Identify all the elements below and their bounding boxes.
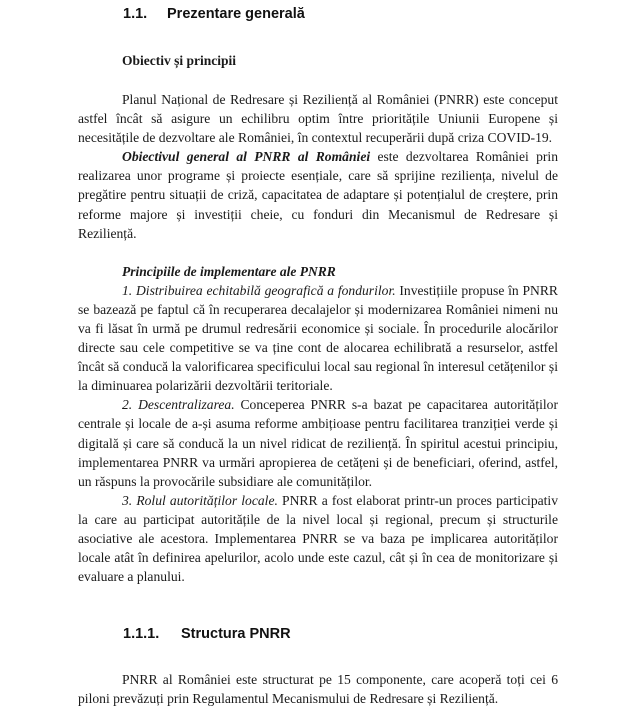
paragraph-general-objective-lead: Obiectivul general al PNRR al României	[122, 149, 371, 165]
paragraph-principle-2-rest: Conceperea PNRR s-a bazat pe capacitarea autorităților centrale și locale de a-și asuma reforme ambițioase pentru facilitarea tranziției verde și digitală și care să conducă la un nivel ridicat de reziliență. În spiritul acestui principiu, implementarea PNRR va urmări apropierea de cetățeni și de beneficiari, oferind, astfel, un răspuns la provocările subsidiare ale comunităților.	[78, 397, 558, 489]
paragraph-principle-1-rest: Investițiile propuse în PNRR se bazează pe faptul că în recuperarea decalajelor și modernizarea României nimeni nu va fi lăsat în urmă pe drumul redresării economice și sociale. În procedurile alocărilor directe sau cele competitive se va ține cont de alocarea echilibrată a resurselor, astfel încât să conducă la valorificarea specificului local sau regional în interesul cetățenilor și la diminuarea polarizării dezvoltării teritoriale.	[78, 282, 558, 394]
section-heading-1-1	[123, 5, 558, 24]
paragraph-principle-2-lead: 2. Descentralizarea.	[122, 397, 235, 413]
subheading-implementation-principles: Principiile de implementare ale PNRR	[122, 263, 336, 279]
section-heading-1-1-1-number: 1.1.1.	[123, 626, 160, 643]
section-heading-1-1-number: 1.1.	[123, 6, 148, 22]
subheading-objective-and-principles: Obiectiv și principii	[122, 53, 237, 68]
paragraph-general-objective-rest: este dezvoltarea României prin realizarea unor programe și proiecte esențiale, care să sprijine reziliența, nivelul de pregătire pentru situații de criză, capacitatea de adaptare și potențialul de creștere, prin reforme majore și investiții cheie, cu fonduri din Mecanismul de Redresare și Reziliență.	[78, 149, 558, 241]
paragraph-principle-1	[78, 281, 558, 396]
paragraph-principle-1-lead: 1. Distribuirea echitabilă geografică a fondurilor.	[122, 282, 396, 298]
paragraph-principle-2	[78, 395, 558, 490]
section-heading-1-1-title: Prezentare generală	[167, 6, 305, 22]
section-heading-1-1-1	[123, 625, 558, 644]
document-content-column	[78, 0, 558, 708]
paragraph-principle-3-lead: 3. Rolul autorităților locale.	[122, 492, 278, 508]
paragraph-structure: PNRR al României este structurat pe 15 componente, care acoperă toți cei 6 piloni prevăzuți prin Regulamentul Mecanismului de Redresare și Reziliență.	[78, 672, 558, 707]
paragraph-principle-3	[78, 491, 558, 586]
paragraph-principle-3-rest: PNRR a fost elaborat printr-un proces participativ la care au participat autoritățile de la nivel local și regional, precum și structurile asociative ale acestora. Implementarea PNRR se va baza pe implicarea autorităților locale atât în definirea apelurilor, acolo unde este cazul, cât și în cea de monitorizare și evaluare a planului.	[78, 492, 558, 585]
paragraph-general-objective	[78, 147, 558, 242]
paragraph-intro: Planul Național de Redresare și Reziliență al României (PNRR) este conceput astfel încât să asigure un echilibru optim între prioritățile Uniunii Europene și necesitățile de dezvoltare ale României, în contextul recuperării după criza COVID-19.	[78, 92, 558, 146]
section-heading-1-1-1-title: Structura PNRR	[181, 626, 291, 643]
